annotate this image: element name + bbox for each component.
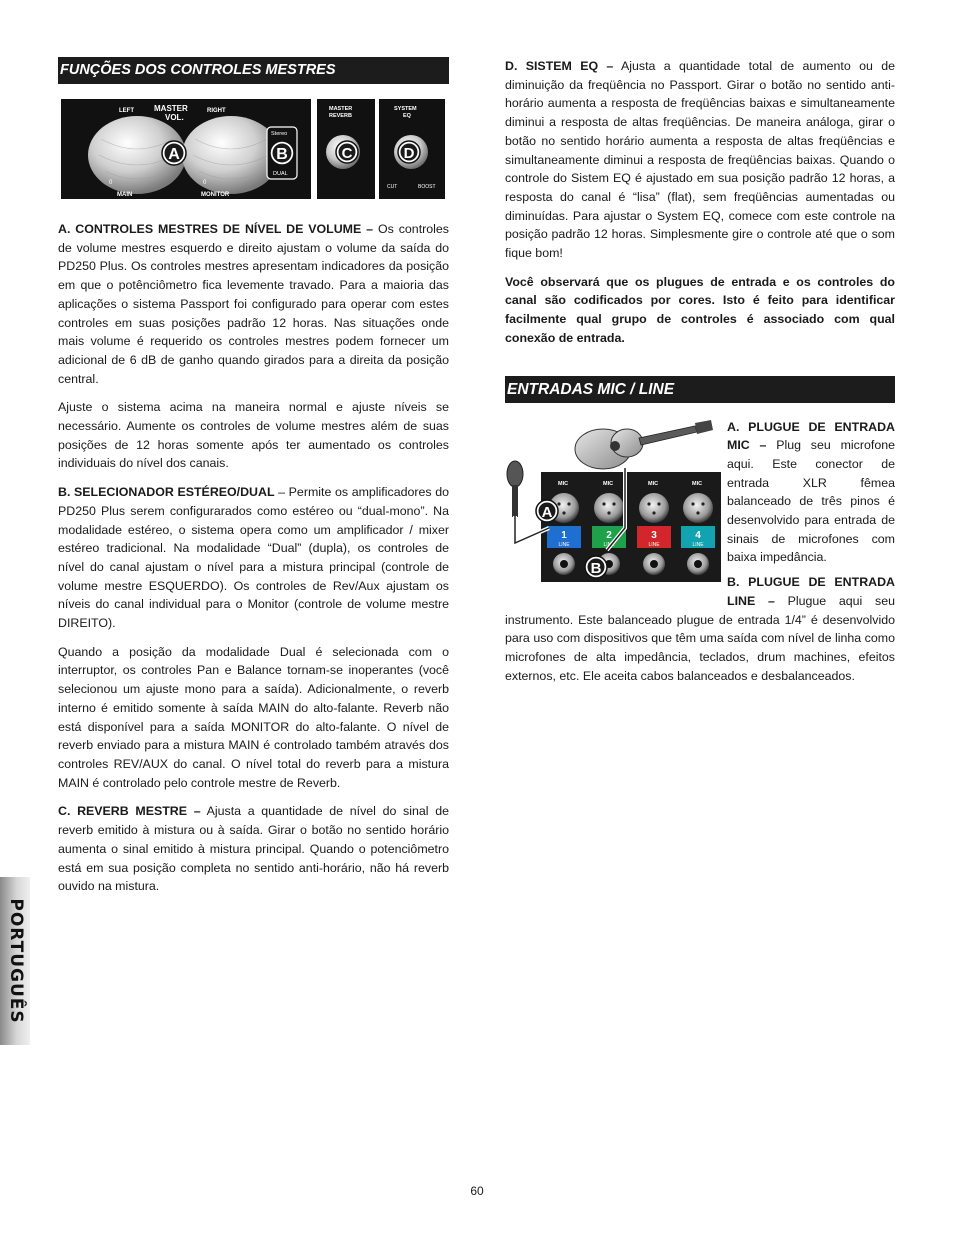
paragraph-adjust: Ajuste o sistema acima na maneira normal e ajuste níveis se necessário. Aumente os controles de volume mestres além de suas posições de 12 horas somente após ter aumentado os controles individuais do nível dos canais. bbox=[58, 400, 449, 471]
mic-line-illustration bbox=[499, 418, 723, 590]
paragraph-color-coding bbox=[505, 273, 895, 348]
label-zero-right: 0 bbox=[203, 180, 207, 186]
paragraph-master-reverb bbox=[58, 802, 449, 896]
label-main: MAIN bbox=[117, 192, 133, 198]
channel-number-3: 3 bbox=[651, 529, 657, 541]
mic-line-section bbox=[505, 418, 895, 686]
paragraph-line-input-text: Plugue aqui seu instrumento. Este balanceado plugue de entrada 1/4” é desenvolvido para uso com dispositivos que têm uma saída com nível de linha como microfones de alta impedância, teclados, drum machines, efeitos externos, etc. Ele aceita cabos balanceados e desbalanceados. bbox=[505, 593, 895, 683]
xlr-jack-3[interactable] bbox=[639, 493, 669, 523]
master-controls-panel bbox=[61, 99, 449, 205]
page-number: 60 bbox=[470, 1184, 484, 1198]
language-side-tab bbox=[0, 877, 30, 1045]
label-master: MASTER bbox=[154, 104, 188, 113]
callout-line-b: B bbox=[590, 559, 602, 577]
section-heading-master-controls: FUNÇÕES DOS CONTROLES MESTRES bbox=[58, 57, 449, 84]
label-zero-left: 0 bbox=[109, 180, 113, 186]
paragraph-system-eq-label: D. SISTEM EQ – bbox=[505, 59, 614, 73]
paragraph-line-input-label: B. PLUGUE DE ENTRADA LINE – bbox=[727, 575, 895, 608]
label-boost: BOOST bbox=[418, 184, 436, 190]
label-right: RIGHT bbox=[207, 108, 226, 114]
line-label-1: LINE bbox=[558, 541, 570, 548]
paragraph-dual-mode: Quando a posição da modalidade Dual é selecionada com o interruptor, os controles Pan e Balance tornam-se inoperantes (você selecionou um ajuste mono para a saída). Adicionalmente, o reverb interno é emitido somente à saída MAIN do alto-falante. Reverb não está disponível para a saída MONITOR do alto-falante. O nível de reverb enviado para a mistura MAIN é controlado também através dos controles REV/AUX do canal. O nível total do reverb para a mistura MAIN é controlado pelo controle mestre de Reverb. bbox=[58, 644, 449, 790]
paragraph-stereo-dual bbox=[58, 483, 449, 633]
callout-a: A bbox=[168, 146, 180, 163]
xlr-jack-2[interactable] bbox=[594, 493, 624, 523]
label-monitor: MONITOR bbox=[201, 192, 230, 198]
mic-label-2: MIC bbox=[603, 480, 614, 487]
label-master-reverb-2: REVERB bbox=[329, 113, 352, 119]
label-master-reverb-1: MASTER bbox=[329, 106, 353, 112]
paragraph-stereo-dual-text: – Permite os amplificadores do PD250 Plus serem configurarados como estéreo ou “dual-mono”. Na modalidade estéreo, o sistema opera como um amplificador / mixer estéreo tradicional. Na modalidade “Dual” (dupla), os controles de nível do canal ajustam o nível para a mistura principal (controle de volume mestre ESQUERDO). Os controles de Rev/Aux ajustam os níveis do canal individual para o Monitor (controle de volume mestre DIREITO). bbox=[58, 485, 449, 631]
paragraph-system-eq-text: Ajusta a quantidade total de aumento ou de diminuição da freqüência no Passport. Girar o botão no sentido anti-horário aumenta a resposta de freqüências baixas e simultaneamente diminui a resposta de altas freqüências. De maneira análoga, girar o botão no sentido horário aumenta a resposta de altas freqüências e simultaneamente diminui a resposta de freqüências baixas. Quando o controle do Sistem EQ é ajustado em sua posição padrão 12 horas, a resposta do canal é “lisa” (flat), sem freqüências aumentadas ou diminuídas. Para ajustar o System EQ, comece com este controle na posição padrão 12 horas. Simplesmente gire o controle até que o som fique bom! bbox=[505, 59, 895, 261]
label-cut: CUT bbox=[387, 184, 398, 190]
side-tab-label: PORTUGUÊS bbox=[6, 898, 26, 1024]
paragraph-mic-input-label: A. PLUGUE DE ENTRADA MIC – bbox=[727, 419, 895, 453]
paragraph-master-reverb-text: Ajusta a quantidade de nível do sinal de reverb emitido à mistura ou à saída. Girar o botão no sentido horário aumenta o sinal emitido à mistura principal. Quando o potenciômetro está em sua posição completa no sentido anti-horário, não há reverb ouvido na mistura. bbox=[58, 804, 449, 894]
channel-number-1: 1 bbox=[561, 529, 567, 541]
paragraph-master-volume bbox=[58, 220, 449, 388]
paragraph-system-eq bbox=[505, 57, 895, 263]
paragraph-mic-input-text: Plug seu microfone aqui. Este conector de entrada XLR fêmea balanceado de três pinos é desenvolvido para entrada de sinais de microfones com baixa impedância. bbox=[727, 438, 895, 565]
mic-label-3: MIC bbox=[648, 480, 659, 487]
line-label-2: LINE bbox=[603, 541, 615, 548]
master-controls-illustration bbox=[61, 99, 449, 205]
channel-number-2: 2 bbox=[606, 529, 612, 541]
channel-number-4: 4 bbox=[695, 529, 701, 541]
label-vol: VOL. bbox=[165, 113, 184, 122]
mic-label-4: MIC bbox=[692, 480, 703, 487]
label-system-eq-2: EQ bbox=[403, 113, 411, 119]
xlr-jack-4[interactable] bbox=[683, 493, 713, 523]
mic-label-1: MIC bbox=[558, 480, 569, 487]
mixer-inputs-illustration bbox=[499, 418, 723, 590]
line-label-4: LINE bbox=[692, 541, 704, 548]
line-label-3: LINE bbox=[648, 541, 660, 548]
label-dual: DUAL bbox=[273, 171, 288, 177]
callout-d: D bbox=[403, 145, 415, 162]
callout-b: B bbox=[276, 146, 288, 163]
callout-mic-a: A bbox=[541, 503, 553, 521]
right-master-knob bbox=[182, 116, 280, 194]
paragraph-stereo-dual-label: B. SELECIONADOR ESTÉREO/DUAL bbox=[58, 485, 275, 500]
paragraph-color-coding-text: Você observará que os plugues de entrada e os controles do canal são codificados por cores. Isto é feito para identificar facilmente qual grupo de controles é associado com qual conexão de entrada. bbox=[505, 274, 895, 345]
label-stereo: Stereo bbox=[271, 131, 288, 137]
section-heading-mic-line: ENTRADAS MIC / LINE bbox=[505, 376, 895, 403]
guitar-icon bbox=[575, 420, 713, 469]
paragraph-master-reverb-label: C. REVERB MESTRE – bbox=[58, 804, 201, 819]
label-left: LEFT bbox=[119, 108, 134, 114]
right-column bbox=[505, 57, 895, 695]
callout-c: C bbox=[341, 145, 353, 162]
paragraph-master-volume-text: Os controles de volume mestres esquerdo e direito ajustam o volume da saída do PD250 Plus. Os controles mestres apresentam indicadores da posição em que o potênciômetro fica levemente travado. Para a maioria das aplicações o sistema Passport foi configurado para operar com estes controles em suas posições padrão 12 horas. Nas situações onde mais volume é requerido os controles mestres podem fornecer um adicional de 6 dB de ganho quando girados para a direita da posição central. bbox=[58, 222, 449, 386]
left-column bbox=[58, 57, 449, 906]
paragraph-line-input bbox=[505, 573, 895, 685]
paragraph-master-volume-label: A. CONTROLES MESTRES DE NÍVEL DE VOLUME – bbox=[58, 222, 374, 236]
label-system-eq-1: SYSTEM bbox=[394, 106, 417, 112]
